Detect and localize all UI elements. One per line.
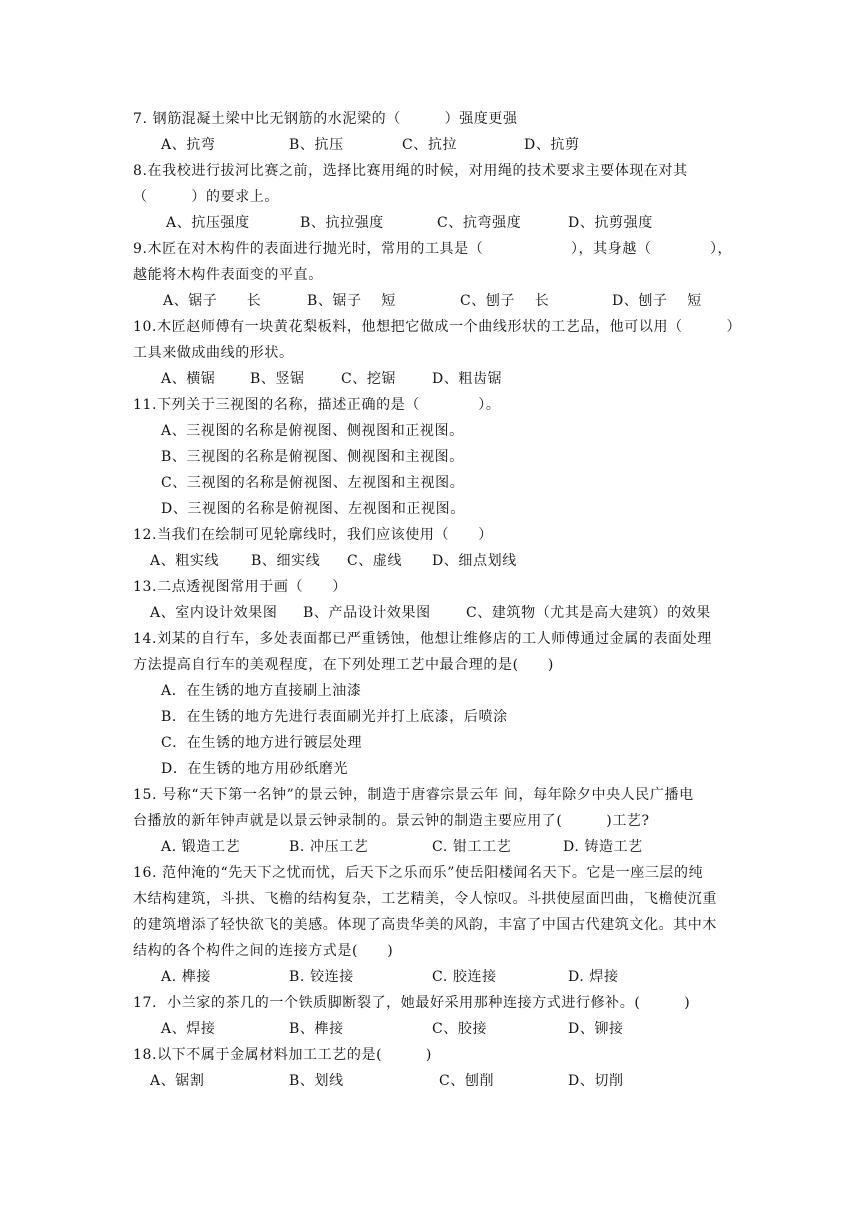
question-18-option-d: D、切削 xyxy=(568,1073,624,1089)
question-8-stem-line-2: （ ）的要求上。 xyxy=(133,189,279,205)
question-14-option-a: A．在生锈的地方直接刷上油漆 xyxy=(161,683,362,699)
question-10-option-a: A、横锯 xyxy=(161,371,216,387)
question-14-stem-line-1: 14.刘某的自行车，多处表面都已严重锈蚀，他想让维修店的工人师傅通过金属的表面处理 xyxy=(133,631,712,647)
question-9-option-b: B、锯子 短 xyxy=(307,293,396,309)
question-8-option-d: D、抗剪强度 xyxy=(568,215,653,231)
question-9-option-c: C、刨子 长 xyxy=(460,293,550,309)
question-12-option-a: A、粗实线 xyxy=(150,553,220,569)
question-17-option-d: D、铆接 xyxy=(568,1021,624,1037)
question-11-option-c: C、三视图的名称是俯视图、左视图和主视图。 xyxy=(161,475,465,491)
question-16-option-a: A. 榫接 xyxy=(161,969,212,985)
question-10-option-b: B、竖锯 xyxy=(250,371,305,387)
question-15-option-c: C. 钳工工艺 xyxy=(432,839,512,855)
question-11-option-d: D、三视图的名称是俯视图、左视图和正视图。 xyxy=(161,501,465,517)
question-13-stem: 13.二点透视图常用于画（ ） xyxy=(133,579,347,595)
question-10-option-c: C、挖锯 xyxy=(341,371,397,387)
question-17-stem: 17. 小兰家的茶几的一个铁质脚断裂了，她最好采用那种连接方式进行修补。( ) xyxy=(133,995,691,1011)
question-9-option-a: A、锯子 长 xyxy=(163,293,262,309)
question-15-option-d: D. 铸造工艺 xyxy=(563,839,643,855)
question-7-stem: 7. 钢筋混凝土梁中比无钢筋的水泥梁的（ ）强度更强 xyxy=(133,111,518,127)
question-14-option-b: B．在生锈的地方先进行表面刷光并打上底漆，后喷涂 xyxy=(161,709,508,725)
question-8-stem-line-1: 8.在我校进行拔河比赛之前，选择比赛用绳的时候，对用绳的技术要求主要体现在对其 xyxy=(133,163,688,179)
question-12-option-b: B、细实线 xyxy=(251,553,321,569)
question-15-option-a: A. 锻造工艺 xyxy=(161,839,241,855)
question-11-option-a: A、三视图的名称是俯视图、侧视图和正视图。 xyxy=(161,423,464,439)
question-17-option-c: C、胶接 xyxy=(432,1021,488,1037)
question-15-stem-line-2: 台播放的新年钟声就是以景云钟录制的。景云钟的制造主要应用了( )工艺? xyxy=(133,813,650,829)
question-16-stem-line-1: 16. 范仲淹的“先天下之忧而忧，后天下之乐而乐”使岳阳楼闻名天下。它是一座三层的纯 xyxy=(133,865,704,881)
question-8-option-a: A、抗压强度 xyxy=(166,215,250,231)
question-17-option-b: B、榫接 xyxy=(289,1021,344,1037)
question-14-option-c: C．在生锈的地方进行镀层处理 xyxy=(161,735,363,751)
question-9-option-d: D、刨子 短 xyxy=(612,293,702,309)
question-15-option-b: B. 冲压工艺 xyxy=(289,839,369,855)
question-18-option-c: C、刨削 xyxy=(439,1073,495,1089)
question-8-option-b: B、抗拉强度 xyxy=(300,215,384,231)
question-16-stem-line-4: 结构的各个构件之间的连接方式是( ) xyxy=(133,943,394,959)
question-13-option-a: A、室内设计效果图 xyxy=(150,605,278,621)
question-9-stem-line-1: 9.木匠在对木构件的表面进行抛光时，常用的工具是（ ），其身越（ ）， xyxy=(133,241,733,257)
question-14-stem-line-2: 方法提高自行车的美观程度，在下列处理工艺中最合理的是( ) xyxy=(133,657,554,673)
question-16-option-b: B. 铰连接 xyxy=(289,969,354,985)
question-18-option-a: A、锯割 xyxy=(150,1073,205,1089)
question-12-stem: 12.当我们在绘制可见轮廓线时，我们应该使用（ ） xyxy=(133,527,493,543)
question-14-option-d: D．在生锈的地方用砂纸磨光 xyxy=(161,761,349,777)
question-7-option-a: A、抗弯 xyxy=(161,137,216,153)
question-9-stem-line-2: 越能将木构件表面变的平直。 xyxy=(133,267,323,283)
question-18-stem: 18.以下不属于金属材料加工工艺的是( ) xyxy=(133,1047,432,1063)
question-8-option-c: C、抗弯强度 xyxy=(437,215,522,231)
question-13-option-b: B、产品设计效果图 xyxy=(303,605,431,621)
question-16-option-c: C. 胶连接 xyxy=(432,969,497,985)
question-15-stem-line-1: 15. 号称“天下第一名钟”的景云钟，制造于唐睿宗景云年 间，每年除夕中央人民广播电 xyxy=(133,787,694,803)
question-18-option-b: B、划线 xyxy=(289,1073,344,1089)
question-16-option-d: D. 焊接 xyxy=(568,969,619,985)
question-7-option-b: B、抗压 xyxy=(289,137,344,153)
question-10-stem-line-2: 工具来做成曲线的形状。 xyxy=(133,345,294,361)
question-12-option-d: D、细点划线 xyxy=(432,553,517,569)
question-13-option-c: C、建筑物（尤其是高大建筑）的效果 xyxy=(466,605,711,621)
question-11-option-b: B、三视图的名称是俯视图、侧视图和主视图。 xyxy=(161,449,464,465)
question-10-stem-line-1: 10.木匠赵师傅有一块黄花梨板料，他想把它做成一个曲线形状的工艺品，他可以用（ ） xyxy=(133,319,742,335)
question-11-stem: 11.下列关于三视图的名称，描述正确的是（ ）。 xyxy=(133,397,501,413)
question-7-option-d: D、抗剪 xyxy=(524,137,580,153)
question-16-stem-line-3: 的建筑增添了轻快欲飞的美感。体现了高贵华美的风韵，丰富了中国古代建筑文化。其中木 xyxy=(133,917,717,933)
question-17-option-a: A、焊接 xyxy=(161,1021,216,1037)
question-10-option-d: D、粗齿锯 xyxy=(432,371,503,387)
question-7-option-c: C、抗拉 xyxy=(402,137,458,153)
question-12-option-c: C、虚线 xyxy=(347,553,403,569)
question-16-stem-line-2: 木结构建筑，斗拱、飞檐的结构复杂，工艺精美，令人惊叹。斗拱使屋面凹曲，飞檐使沉重 xyxy=(133,891,717,907)
